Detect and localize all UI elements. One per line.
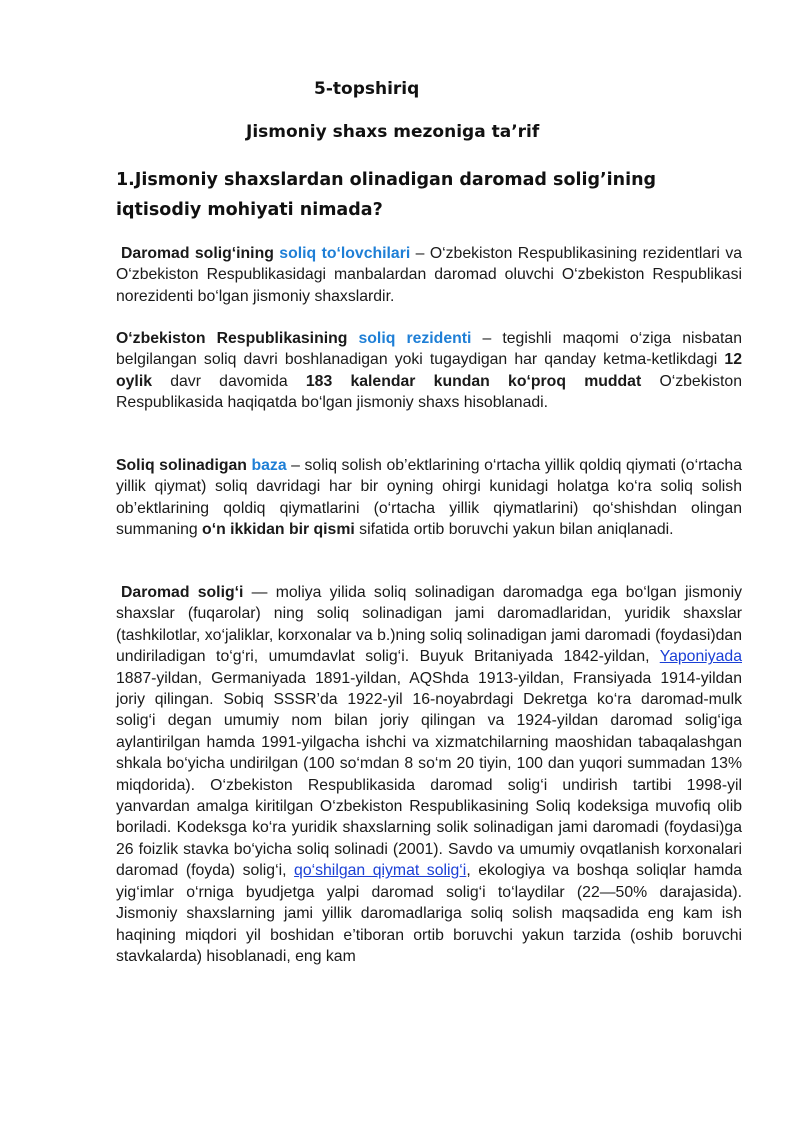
question-heading: 1.Jismoniy shaxslardan olinadigan daromad solig’ining iqtisodiy mohiyati nimada? — [116, 170, 657, 220]
paragraph-text: – soliq solish ob’ektlarining o‘rtacha yillik qoldiq qiymati (o‘rtacha yillik qiymat) soliq davridagi har bir oyning ohirgi kunidagi holatga ko‘ra soliq solish ob’ektlarining qoldiq qiymatlarini (o‘rtacha yillik qiymatlarini) qo‘shishdan olingan summaning — [116, 457, 743, 539]
paragraph-text: davr davomida — [152, 372, 306, 390]
term-highlight: soliq rezidenti — [358, 330, 472, 347]
bold-phrase: 183 kalendar kundan ko‘proq muddat — [305, 372, 642, 390]
document-title: 5-topshiriq — [314, 79, 420, 99]
paragraph-lead: Daromad solig‘ining — [121, 245, 274, 262]
paragraph-tax-base — [116, 455, 742, 541]
link-yaponiyada[interactable]: Yaponiyada — [659, 648, 742, 666]
paragraph-lead: Daromad solig‘i — [121, 584, 244, 601]
paragraph-text: sifatida ortib boruvchi yakun bilan aniqlanadi. — [354, 521, 674, 539]
paragraph-lead: O‘zbekiston Respublikasining — [116, 330, 348, 347]
link-vat[interactable]: qo‘shilgan qiymat solig‘i — [294, 862, 467, 880]
paragraph-text: – tegishli maqomi o‘ziga nisbatan belgilangan soliq davri boshlanadigan yoki tugaydigan har qanday ketma-ketlikdagi — [116, 330, 742, 369]
paragraph-income-tax — [116, 582, 742, 967]
paragraph-text: , ekologiya va boshqa soliqlar hamda yig‘imlar o‘rniga byudjetga yalpi daromad solig‘i to‘laydilar (22—50% darajasida). Jismoniy shaxslarning jami yillik daromadlariga soliq solish maqsadida eng kam ish haqining miqdori yil boshidan e’tiboran ortib boruvchi yakun tarzida (oshib boruvchi stavkalarda) hisoblanadi, eng kam — [116, 862, 743, 965]
paragraph-text: — moliya yilida soliq solinadigan daromadga ega bo‘lgan jismoniy shaxslar (fuqarolar) ning soliq solinadigan jami daromadlaridan, yuridik shaxslar (tashkilotlar, xo‘jaliklar, korxonalar va b.)ning soliq solinadigan jami daromadi (foydasi)dan undiriladigan to‘g‘ri, umumdavlat solig‘i. Buyuk Britaniyada 1842-yildan, — [116, 584, 742, 666]
paragraph-taxpayers — [116, 243, 742, 307]
document-subtitle: Jismoniy shaxs mezoniga ta’rif — [246, 122, 540, 142]
paragraph-text: 1887-yildan, Germaniyada 1891-yildan, AQShda 1913-yildan, Fransiyada 1914-yildan joriy qilingan. Sobiq SSSR’da 1922-yil 16-noyabrdagi Dekretga ko‘ra daromad-mulk solig‘i degan umumiy nom bilan joriy qilingan va 1924-yildan daromad solig‘iga aylantirilgan hamda 1991-yilgacha ishchi va xizmatchilarning maoshidan tabaqalashgan shkala bo‘yicha undirilgan (100 so‘mdan 8 so‘m 20 tiyin, 100 dan yuqori summadan 13% miqdorida). O‘zbekiston Respublikasida daromad solig‘i undirish tartibi 1998-yil yanvardan amalga kiritilgan O‘zbekiston Respublikasining Soliq kodeksiga muvofiq olib boriladi. Kodeksga ko‘ra yuridik shaxslarning solik solinadigan jami daromadi (foydasi)ga 26 foizlik stavka bo‘yicha soliq solinadi (2001). Savdo va umumiy ovqatlanish korxonalari daromad (foyda) solig‘i, — [116, 669, 742, 880]
term-highlight: baza — [251, 457, 287, 474]
term-highlight: soliq to‘lovchilari — [279, 245, 411, 262]
paragraph-tax-resident — [116, 328, 742, 414]
paragraph-lead: Soliq solinadigan — [116, 457, 247, 474]
paragraph-text: O‘zbekiston Respublikasida haqiqatda bo‘lgan jismoniy shaxs hisoblanadi. — [116, 372, 742, 412]
bold-phrase: o‘n ikkidan bir qismi — [202, 521, 355, 539]
bold-phrase: 12 oylik — [116, 351, 742, 390]
paragraph-text: – O‘zbekiston Respublikasining rezidentlari va O‘zbekiston Respublikasidagi manbalardan daromad oluvchi O‘zbekiston Respublikasi norezidenti bo‘lgan jismoniy shaxslardir. — [116, 245, 742, 305]
